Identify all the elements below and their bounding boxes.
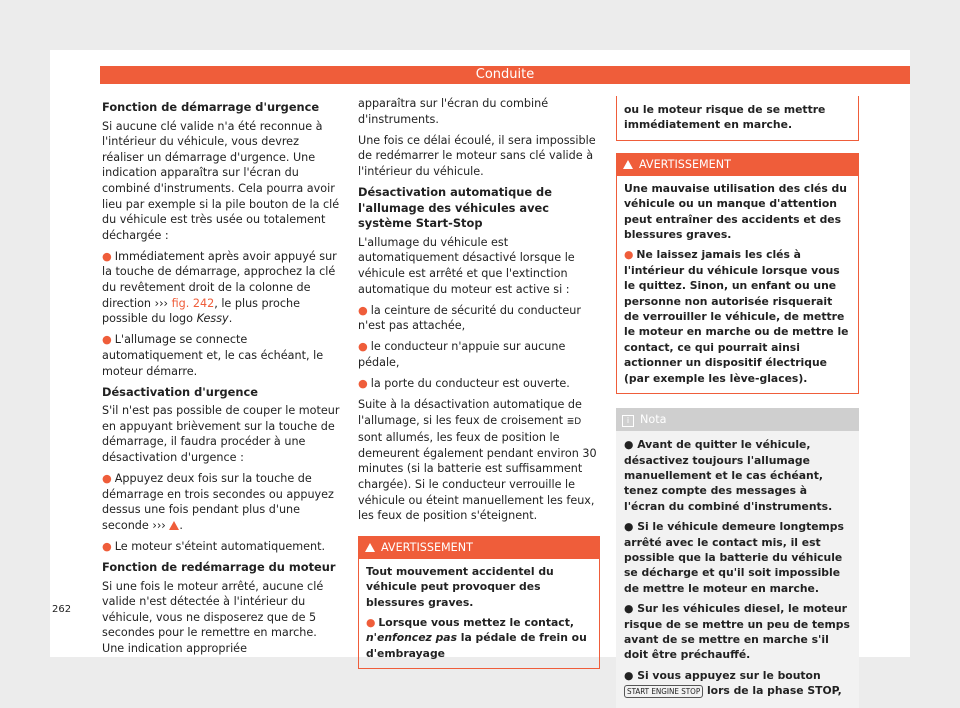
section-header: Conduite — [100, 66, 910, 84]
list-item: ● la porte du conducteur est ouverte. — [358, 377, 570, 390]
page-number: 262 — [52, 604, 72, 615]
bullet-icon: ● — [102, 333, 112, 347]
bullet-icon: ● — [358, 377, 368, 390]
note-list-item: ● Si vous appuyez sur le bouton START ENGINE STOP lors de la phase STOP, — [624, 668, 842, 698]
warning-triangle-icon — [623, 160, 633, 169]
column-2 — [358, 96, 600, 669]
note-list-item: ● Sur les véhicules diesel, le moteur risque de se mettre un peu de temps avant de se mettre en marche s'il doit être préchauffé. — [624, 602, 850, 662]
list-item: ● Appuyez deux fois sur la touche de démarrage en trois secondes ou appuyez dessus une fois pendant plus d'une seconde ››› . — [102, 472, 334, 532]
heading-emergency-off: Désactivation d'urgence — [102, 384, 258, 399]
paragraph: S'il n'est pas possible de couper le moteur en appuyant brièvement sur la touche de démarrage, il faudra procéder à une désactivation d'urgence : — [102, 404, 340, 464]
warning-text: Une mauvaise utilisation des clés du véhicule ou un manque d'attention peut entraîner des accidents et des blessures graves. — [624, 181, 847, 242]
warning-body — [359, 559, 599, 668]
warning-box — [616, 153, 859, 394]
column-3 — [616, 96, 859, 708]
page — [50, 50, 910, 698]
low-beam-icon: ≣D — [566, 416, 582, 427]
heading-restart: Fonction de redémarrage du moteur — [102, 560, 336, 575]
bullet-icon: ● — [102, 539, 112, 553]
bullet-icon: ● — [358, 303, 368, 317]
warning-header: AVERTISSEMENT — [359, 537, 599, 559]
paragraph: Si une fois le moteur arrêté, aucune clé valide n'est détectée à l'intérieur du véhicule, vous ne disposerez que de 5 secondes pour le remettre en marche. Une indication appropriée — [102, 579, 324, 655]
column-1 — [102, 96, 342, 662]
paragraph: apparaîtra sur l'écran du combiné d'instruments. — [358, 97, 549, 126]
warning-header: AVERTISSEMENT — [617, 154, 858, 176]
warning-triangle-icon[interactable] — [169, 521, 179, 530]
list-item: ● la ceinture de sécurité du conducteur n'est pas attachée, — [358, 303, 581, 333]
list-item: ● Immédiatement après avoir appuyé sur la touche de démarrage, approchez la clé du revêtement droit de la colonne de direction ››› fig. 242, le plus proche possible du logo Kessy. — [102, 249, 337, 326]
kessy-text: Kessy — [196, 312, 229, 326]
paragraph: Une fois ce délai écoulé, il sera impossible de redémarrer le moteur sans clé valide à l'intérieur du véhicule. — [358, 133, 596, 178]
warning-body — [617, 176, 858, 393]
bullet-icon: ● — [102, 472, 112, 486]
fig-link[interactable]: fig. 242 — [171, 296, 215, 310]
note-list-item: ● Si le véhicule demeure longtemps arrêté avec le contact mis, il est possible que la batterie du véhicule se décharge et qu'il soit impossible de mettre le moteur en marche. — [624, 520, 844, 595]
bullet-icon: ● — [102, 249, 112, 263]
heading-emergency-start: Fonction de démarrage d'urgence — [102, 100, 320, 114]
paragraph: Si aucune clé valide n'a été reconnue à l'intérieur du véhicule, vous devrez réaliser un démarrage d'urgence. Une indication apparaîtra sur l'écran du combiné d'instruments. Cela pourra avoir lieu par exemple si la pile bouton de la clé du véhicule est très usée ou totalement déchargée : — [102, 119, 340, 242]
list-item: ● le conducteur n'appuie sur aucune pédale, — [358, 340, 566, 369]
warning-list-item: ● Lorsque vous mettez le contact, n'enfoncez pas la pédale de frein ou d'embrayage — [366, 616, 587, 660]
warning-text: ou le moteur risque de se mettre immédiatement en marche. — [624, 103, 826, 132]
paragraph: L'allumage du véhicule est automatiquement désactivé lorsque le véhicule est arrêté et que l'extinction automatique du moteur est active si : — [358, 235, 575, 296]
note-header: i Nota — [616, 408, 859, 431]
heading-auto-off: Désactivation automatique de l'allumage des véhicules avec système Start-Stop — [358, 184, 552, 231]
start-engine-stop-key: START ENGINE STOP — [624, 685, 703, 698]
warning-text: Tout mouvement accidentel du véhicule peut provoquer des blessures graves. — [366, 564, 554, 609]
note-list-item: ● Avant de quitter le véhicule, désactivez toujours l'allumage manuellement et le cas échéant, tenez compte des messages à l'écran du combiné d'instruments. — [624, 438, 833, 513]
note-box — [616, 408, 859, 708]
list-item: ● L'allumage se connecte automatiquement et, le cas échéant, le moteur démarre. — [102, 333, 324, 378]
bullet-icon: ● — [358, 340, 368, 354]
warning-box — [358, 536, 600, 669]
warning-triangle-icon — [365, 543, 375, 552]
link-arrow: ››› — [154, 296, 169, 310]
warning-box-continued — [616, 96, 859, 141]
paragraph: Suite à la désactivation automatique de l'allumage, si les feux de croisement ≣D sont allumés, les feux de position le demeurent également pendant environ 30 minutes (si la batterie est suffisamment chargée). Si le conducteur verrouille le véhicule ou éteint manuellement les feux, les feux de position s'éteignent. — [358, 398, 597, 523]
list-item: ● Le moteur s'éteint automatiquement. — [102, 539, 326, 553]
warning-list-item: ● Ne laissez jamais les clés à l'intérieur du véhicule lorsque vous le quittez. Sinon, un enfant ou une personne non autorisée risquerait de verrouiller le véhicule, de mettre le moteur en marche ou de mettre le contact, ce qui pourrait ainsi actionner un dispositif électrique (par exemple les lève-glaces). — [624, 248, 849, 385]
note-body — [616, 431, 859, 708]
warning-body — [617, 96, 858, 140]
info-icon: i — [622, 415, 634, 427]
